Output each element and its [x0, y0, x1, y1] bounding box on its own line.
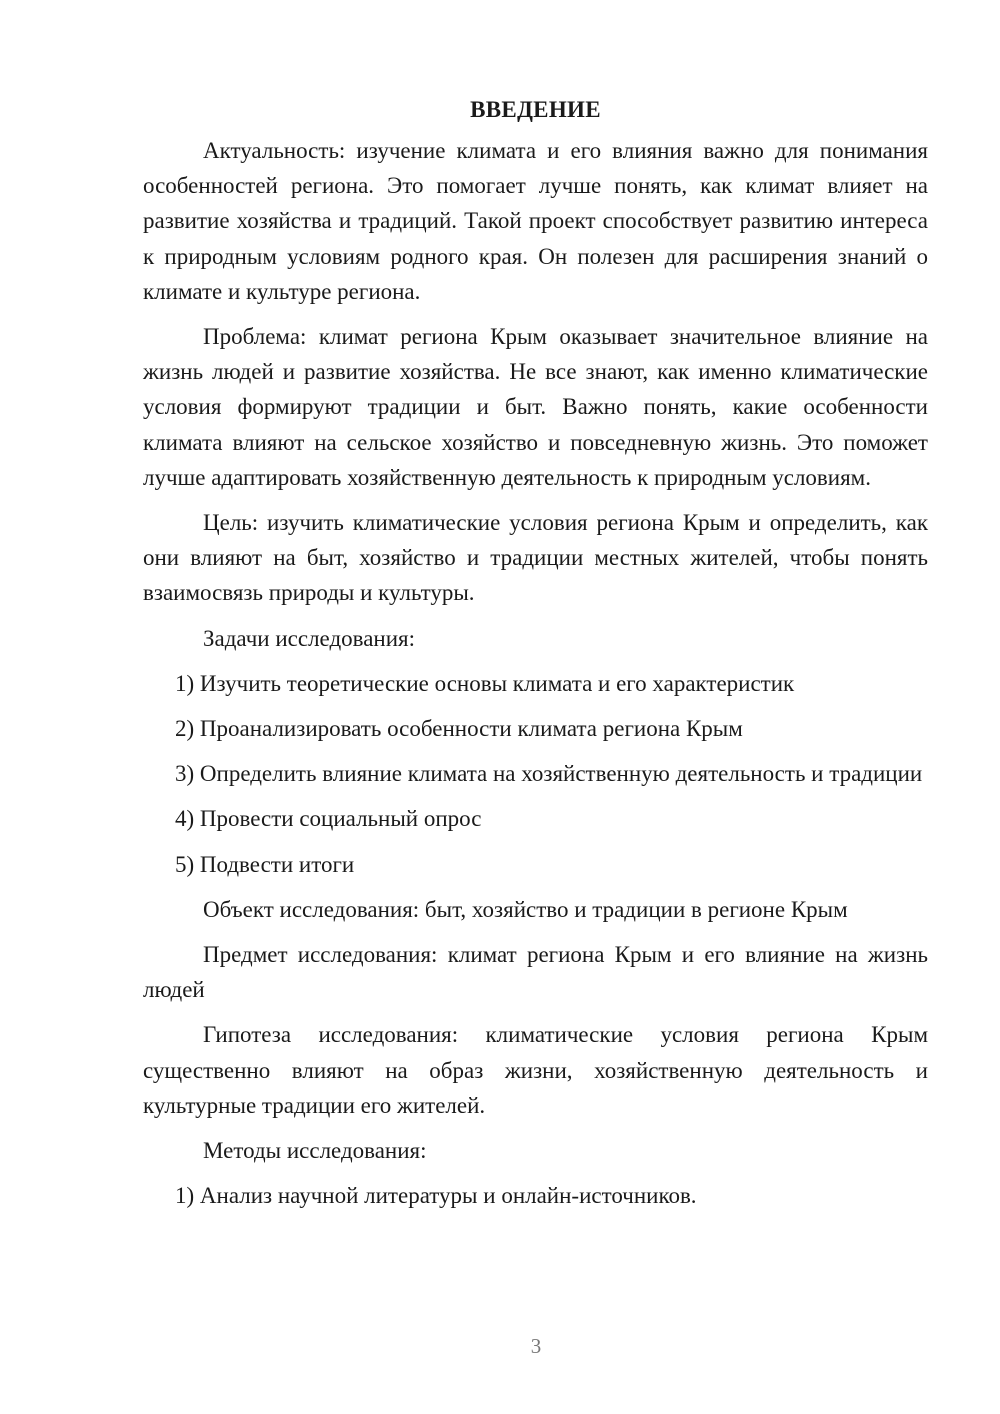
section-title: ВВЕДЕНИЕ: [470, 97, 601, 122]
task-item-2: 2) Проанализировать особенности климата региона Крым: [175, 716, 743, 742]
tasks-heading: Задачи исследования:: [203, 625, 416, 651]
task-item-4: 4) Провести социальный опрос: [175, 806, 482, 832]
task-item-3: 3) Определить влияние климата на хозяйственную деятельность и традиции: [175, 761, 923, 787]
paragraph-hypothesis: Гипотеза исследования: климатические условия региона Крым существенно влияют на образ жизни, хозяйственную деятельность и культурные традиции его жителей.: [143, 1022, 928, 1118]
page-number: 3: [530, 1334, 542, 1358]
paragraph-subject: Предмет исследования: климат региона Крым и его влияние на жизнь людей: [143, 942, 928, 1003]
paragraph-object: Объект исследования: быт, хозяйство и традиции в регионе Крым: [203, 896, 848, 922]
document-page: [143, 92, 928, 1223]
paragraph-relevance: Актуальность: изучение климата и его влияния важно для понимания особенностей региона. Это помогает лучше понять, как климат влияет на развитие хозяйства и традиций. Такой проект способствует развитию интереса к природным условиям родного края. Он полезен для расширения знаний о климате и культуре региона.: [143, 138, 928, 304]
task-item-1: 1) Изучить теоретические основы климата и его характеристик: [175, 670, 795, 696]
task-item-5: 5) Подвести итоги: [175, 851, 355, 877]
methods-heading: Методы исследования:: [203, 1138, 427, 1164]
method-item-1: 1) Анализ научной литературы и онлайн-источников.: [175, 1183, 697, 1209]
paragraph-problem: Проблема: климат региона Крым оказывает значительное влияние на жизнь людей и развитие хозяйства. Не все знают, как именно климатические условия формируют традиции и быт. Важно понять, какие особенности климата влияют на сельское хозяйство и повседневную жизнь. Это поможет лучше адаптировать хозяйственную деятельность к природным условиям.: [143, 324, 928, 490]
paragraph-goal: Цель: изучить климатические условия региона Крым и определить, как они влияют на быт, хозяйство и традиции местных жителей, чтобы понять взаимосвязь природы и культуры.: [143, 510, 928, 606]
